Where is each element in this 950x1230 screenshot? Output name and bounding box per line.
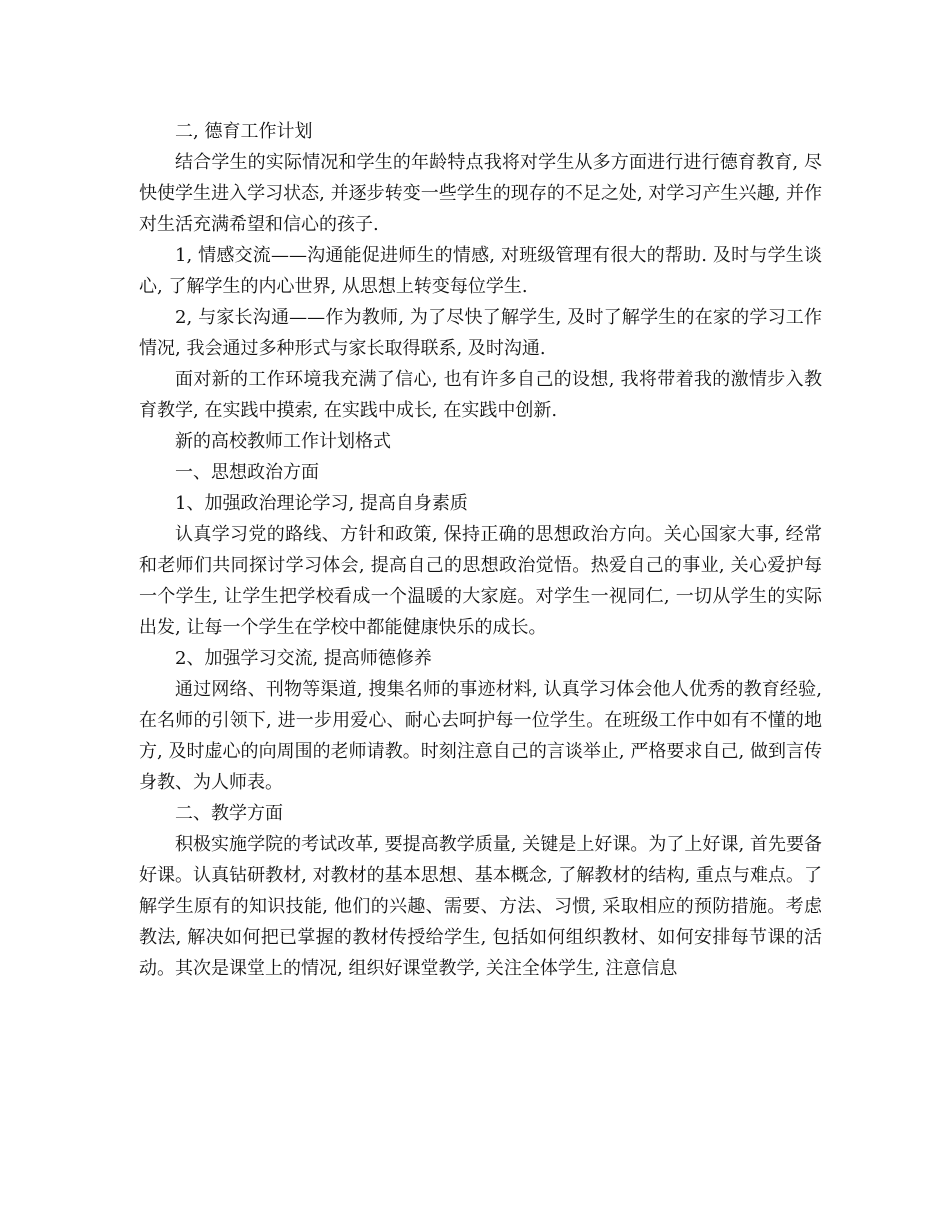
body-paragraph: 1, 情感交流——沟通能促进师生的情感, 对班级管理有很大的帮助. 及时与学生谈心, 了解学生的内心世界, 从思想上转变每位学生.: [139, 245, 822, 297]
document-body: [139, 116, 822, 984]
body-paragraph: 2, 与家长沟通——作为教师, 为了尽快了解学生, 及时了解学生的在家的学习工作情况, 我会通过多种形式与家长取得联系, 及时沟通.: [139, 307, 822, 359]
section-heading: 一、思想政治方面: [175, 462, 319, 483]
document-title: 新的高校教师工作计划格式: [175, 431, 391, 452]
section-heading: 二, 德育工作计划: [175, 121, 313, 142]
body-paragraph: 认真学习党的路线、方针和政策, 保持正确的思想政治方向。关心国家大事, 经常和老师们共同探讨学习体会, 提高自己的思想政治觉悟。热爱自己的事业, 关心爱护每一个学生, 让学生把学校看成一个温暖的大家庭。对学生一视同仁, 一切从学生的实际出发, 让每一个学生在学校中都能健康快乐的成长。: [139, 524, 822, 638]
section-heading: 二、教学方面: [175, 803, 283, 824]
body-paragraph: 结合学生的实际情况和学生的年龄特点我将对学生从多方面进行进行德育教育, 尽快使学生进入学习状态, 并逐步转变一些学生的现存的不足之处, 对学习产生兴趣, 并作对生活充满希望和信心的孩子.: [139, 152, 822, 235]
body-paragraph: 积极实施学院的考试改革, 要提高教学质量, 关键是上好课。为了上好课, 首先要备好课。认真钻研教材, 对教材的基本思想、基本概念, 了解教材的结构, 重点与难点。了解学生原有的知识技能, 他们的兴趣、需要、方法、习惯, 采取相应的预防措施。考虑教法, 解决如何把已掌握的教材传授给学生, 包括如何组织教材、如何安排每节课的活动。其次是课堂上的情况, 组织好课堂教学, 关注全体学生, 注意信息: [139, 834, 822, 979]
body-paragraph: 通过网络、刊物等渠道, 搜集名师的事迹材料, 认真学习体会他人优秀的教育经验, 在名师的引领下, 进一步用爱心、耐心去呵护每一位学生。在班级工作中如有不懂的地方, 及时虚心的向周围的老师请教。时刻注意自己的言谈举止, 严格要求自己, 做到言传身教、为人师表。: [139, 679, 822, 793]
body-paragraph: 面对新的工作环境我充满了信心, 也有许多自己的设想, 我将带着我的激情步入教育教学, 在实践中摸索, 在实践中成长, 在实践中创新.: [139, 369, 822, 421]
subsection-heading: 1、加强政治理论学习, 提高自身素质: [175, 493, 468, 514]
subsection-heading: 2、加强学习交流, 提高师德修养: [175, 648, 432, 669]
